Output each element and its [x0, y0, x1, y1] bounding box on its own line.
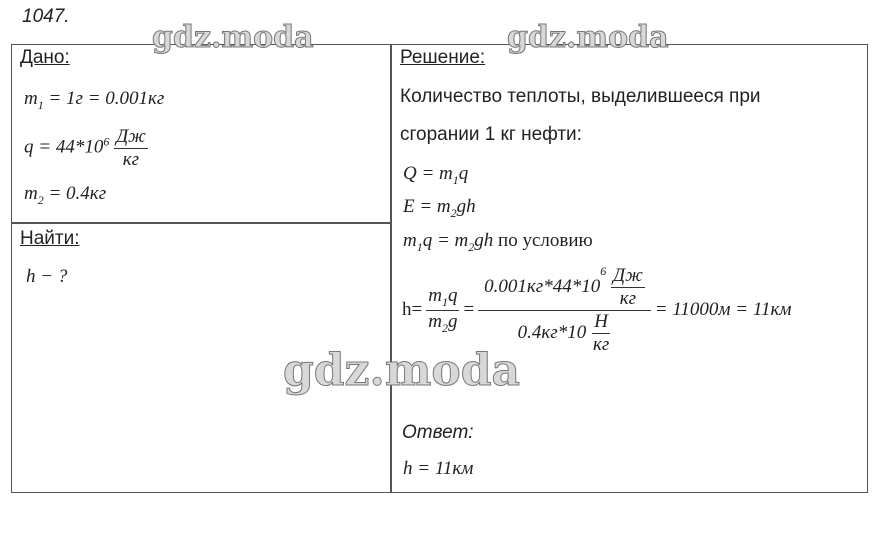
solution-heading: Решение:	[400, 47, 486, 68]
given-m2: $m_2 = 0.4кг$	[24, 183, 107, 207]
answer-heading: Ответ:	[402, 422, 474, 443]
given-q: $q = 44*10^6$ $\frac{Дж}{кг}$	[24, 126, 146, 170]
watermark-top-right: gdz.moda	[507, 20, 669, 55]
equation-condition: $m_1q = m_2gh$ по условию	[403, 230, 593, 254]
problem-number: 1047.	[22, 6, 70, 27]
watermark-center: gdz.moda	[283, 345, 521, 396]
find-heading: Найти:	[20, 228, 80, 249]
column-divider	[390, 44, 392, 493]
given-m1: $m_1 = 1г = 0.001кг$	[24, 88, 165, 112]
find-h: h − ?	[26, 266, 68, 287]
row-divider	[11, 222, 390, 224]
equation-height: h= $\frac{m_1q}{m_2g}$ = 0.001кг*44*10 $^6$ $\frac{Дж}{кг}$ 0.4кг*10 $\frac{Н}{кг}$ = 11000м = 11км	[402, 264, 792, 355]
solution-text-line1: Количество теплоты, выделившееся при	[400, 86, 761, 107]
equation-heat: $Q = m_1q$	[403, 163, 469, 187]
equation-energy: $E = m_2gh$	[403, 196, 476, 220]
watermark-top-left: gdz.moda	[152, 20, 314, 55]
answer-value: h = 11км	[403, 458, 474, 479]
given-heading: Дано:	[20, 47, 70, 68]
solution-text-line2: сгорании 1 кг нефти:	[400, 124, 582, 145]
